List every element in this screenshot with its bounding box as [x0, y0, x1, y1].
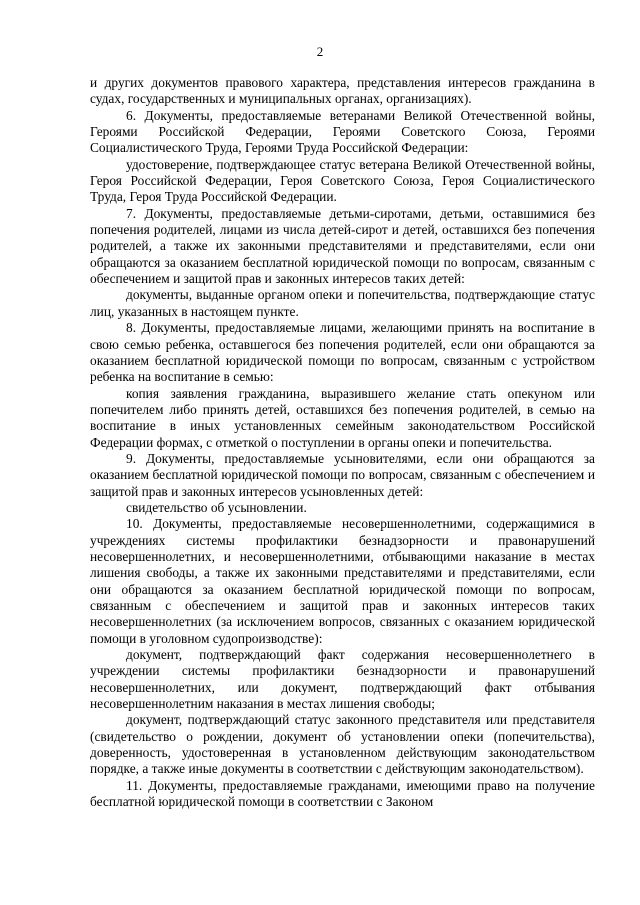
page-number: 2 — [316, 44, 324, 59]
paragraph-item-8: 8. Документы, предоставляемые лицами, желающими принять на воспитание в свою семью ребенка, оставшегося без попечения родителей, если они обращаются за оказанием бесплатной юридической помощи по вопросам, связанным с устройством ребенка на воспитание в семью: — [90, 320, 595, 385]
paragraph-item-6: 6. Документы, предоставляемые ветеранами Великой Отечественной войны, Героями Российской Федерации, Героями Советского Союза, Героями Социалистического Труда, Героями Труда Российской Федерации: — [90, 107, 595, 156]
paragraph-item-7: 7. Документы, предоставляемые детьми-сиротами, детьми, оставшимися без попечения родителей, лицами из числа детей-сирот и детей, оставшихся без попечения родителей, а также их законными представителями и представителями, если они обращаются за оказанием бесплатной юридической помощи по вопросам, связанным с обеспечением и защитой прав и законных интересов таких детей: — [90, 205, 595, 287]
paragraph-item-11: 11. Документы, предоставляемые гражданами, имеющими право на получение бесплатной юридической помощи в соответствии с Законом — [90, 777, 595, 810]
paragraph-item-9: 9. Документы, предоставляемые усыновителями, если они обращаются за оказанием бесплатной юридической помощи по вопросам, связанным с обеспечением и защитой прав и законных интересов усыновленных детей: — [90, 450, 595, 499]
paragraph-item-6-document: удостоверение, подтверждающее статус ветерана Великой Отечественной войны, Героя Российской Федерации, Героя Советского Союза, Героя Социалистического Труда, Героя Труда Российской Федерации. — [90, 156, 595, 205]
document-body — [90, 75, 595, 810]
paragraph-item-10: 10. Документы, предоставляемые несовершеннолетними, содержащимися в учреждениях системы профилактики безнадзорности и правонарушений несовершеннолетних, и несовершеннолетними, отбывающими наказание в местах лишения свободы, а также их законными представителями и представителями, если они обращаются за оказанием бесплатной юридической помощи по вопросам, связанным с обеспечением и защитой прав и законных интересов таких несовершеннолетних (за исключением вопросов, связанных с оказанием юридической помощи в уголовном судопроизводстве): — [90, 516, 595, 646]
paragraph-item-9-document: свидетельство об усыновлении. — [126, 499, 307, 515]
paragraph-item-10-document-2: документ, подтверждающий статус законного представителя или представителя (свидетельство о рождении, документ об установлении опеки (попечительства), доверенность, удостоверенная в установленном действующим законодательством порядке, а также иные документы в соответствии с действующим законодательством). — [90, 712, 595, 777]
paragraph-item-8-document: копия заявления гражданина, выразившего желание стать опекуном или попечителем либо принять детей, оставшихся без попечения родителей, в семью на воспитание в иных установленных семейным законодательством Российской Федерации формах, с отметкой о поступлении в органы опеки и попечительства. — [90, 385, 595, 450]
paragraph-continuation: и других документов правового характера, представления интересов гражданина в судах, государственных и муниципальных органах, организациях). — [90, 75, 595, 107]
paragraph-item-7-document: документы, выданные органом опеки и попечительства, подтверждающие статус лиц, указанных в настоящем пункте. — [90, 287, 595, 319]
paragraph-item-10-document-1: документ, подтверждающий факт содержания несовершеннолетнего в учреждении системы профилактики безнадзорности и правонарушений несовершеннолетних, или документ, подтверждающий факт отбывания несовершеннолетним наказания в местах лишения свободы; — [90, 647, 595, 712]
